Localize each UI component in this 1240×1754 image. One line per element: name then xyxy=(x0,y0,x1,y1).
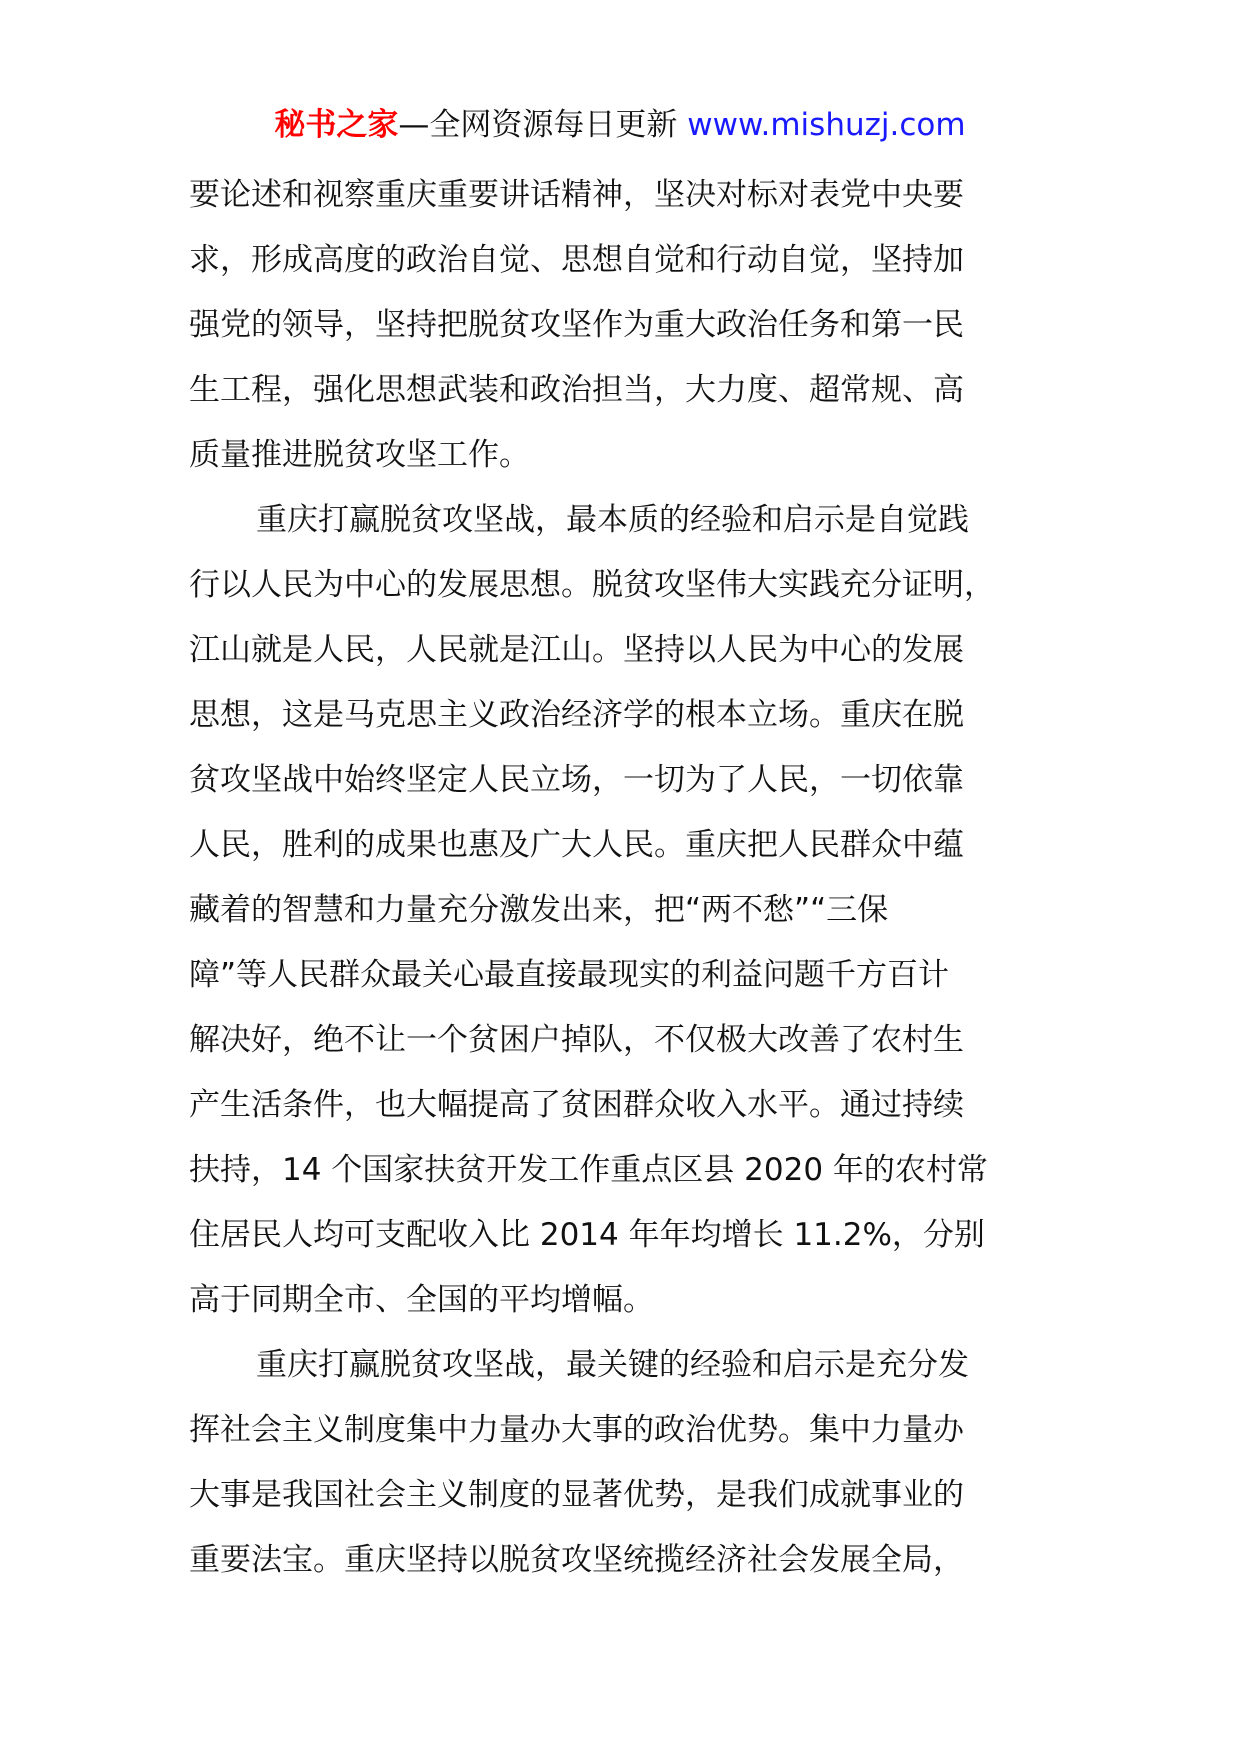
text-line: 强党的领导，坚持把脱贫攻坚作为重大政治任务和第一民 xyxy=(189,307,964,343)
text-line: 生工程，强化思想武装和政治担当，大力度、超常规、高 xyxy=(189,372,964,408)
text-line: 要论述和视察重庆重要讲话精神，坚决对标对表党中央要 xyxy=(189,177,964,213)
text-line: 障”等人民群众最关心最直接最现实的利益问题千方百计 xyxy=(189,957,950,993)
text-line: 人民，胜利的成果也惠及广大人民。重庆把人民群众中蕴 xyxy=(189,827,964,863)
text-line: 江山就是人民，人民就是江山。坚持以人民为中心的发展 xyxy=(189,632,964,668)
site-header xyxy=(0,103,1240,147)
text-line: 扶持，14 个国家扶贫开发工作重点区县 2020 年的农村常 xyxy=(189,1152,988,1188)
text-line: 解决好，绝不让一个贫困户掉队，不仅极大改善了农村生 xyxy=(189,1022,964,1058)
text-line: 行以人民为中心的发展思想。脱贫攻坚伟大实践充分证明， xyxy=(189,567,995,603)
text-line: 住居民人均可支配收入比 2014 年年均增长 11.2%，分别 xyxy=(189,1217,985,1253)
text-line: 思想，这是马克思主义政治经济学的根本立场。重庆在脱 xyxy=(189,697,964,733)
text-line: 高于同期全市、全国的平均增幅。 xyxy=(189,1282,654,1318)
text-line: 重要法宝。重庆坚持以脱贫攻坚统揽经济社会发展全局， xyxy=(189,1542,964,1578)
text-line: 求，形成高度的政治自觉、思想自觉和行动自觉，坚持加 xyxy=(189,242,964,278)
text-line: 大事是我国社会主义制度的显著优势，是我们成就事业的 xyxy=(189,1477,964,1513)
site-url-link[interactable]: www.mishuzj.com xyxy=(687,107,966,143)
text-line: 藏着的智慧和力量充分激发出来，把“两不愁”“三保 xyxy=(189,892,889,928)
header-tagline: —全网资源每日更新 xyxy=(398,107,688,143)
text-line: 贫攻坚战中始终坚定人民立场，一切为了人民，一切依靠 xyxy=(189,762,964,798)
text-line: 产生活条件，也大幅提高了贫困群众收入水平。通过持续 xyxy=(189,1087,964,1123)
text-line: 挥社会主义制度集中力量办大事的政治优势。集中力量办 xyxy=(189,1412,964,1448)
document-body xyxy=(189,163,1069,1593)
brand-name: 秘书之家 xyxy=(274,107,399,143)
text-line: 质量推进脱贫攻坚工作。 xyxy=(189,437,530,473)
paragraph-start-line: 重庆打赢脱贫攻坚战，最关键的经验和启示是充分发 xyxy=(256,1347,969,1383)
paragraph-start-line: 重庆打赢脱贫攻坚战，最本质的经验和启示是自觉践 xyxy=(256,502,969,538)
